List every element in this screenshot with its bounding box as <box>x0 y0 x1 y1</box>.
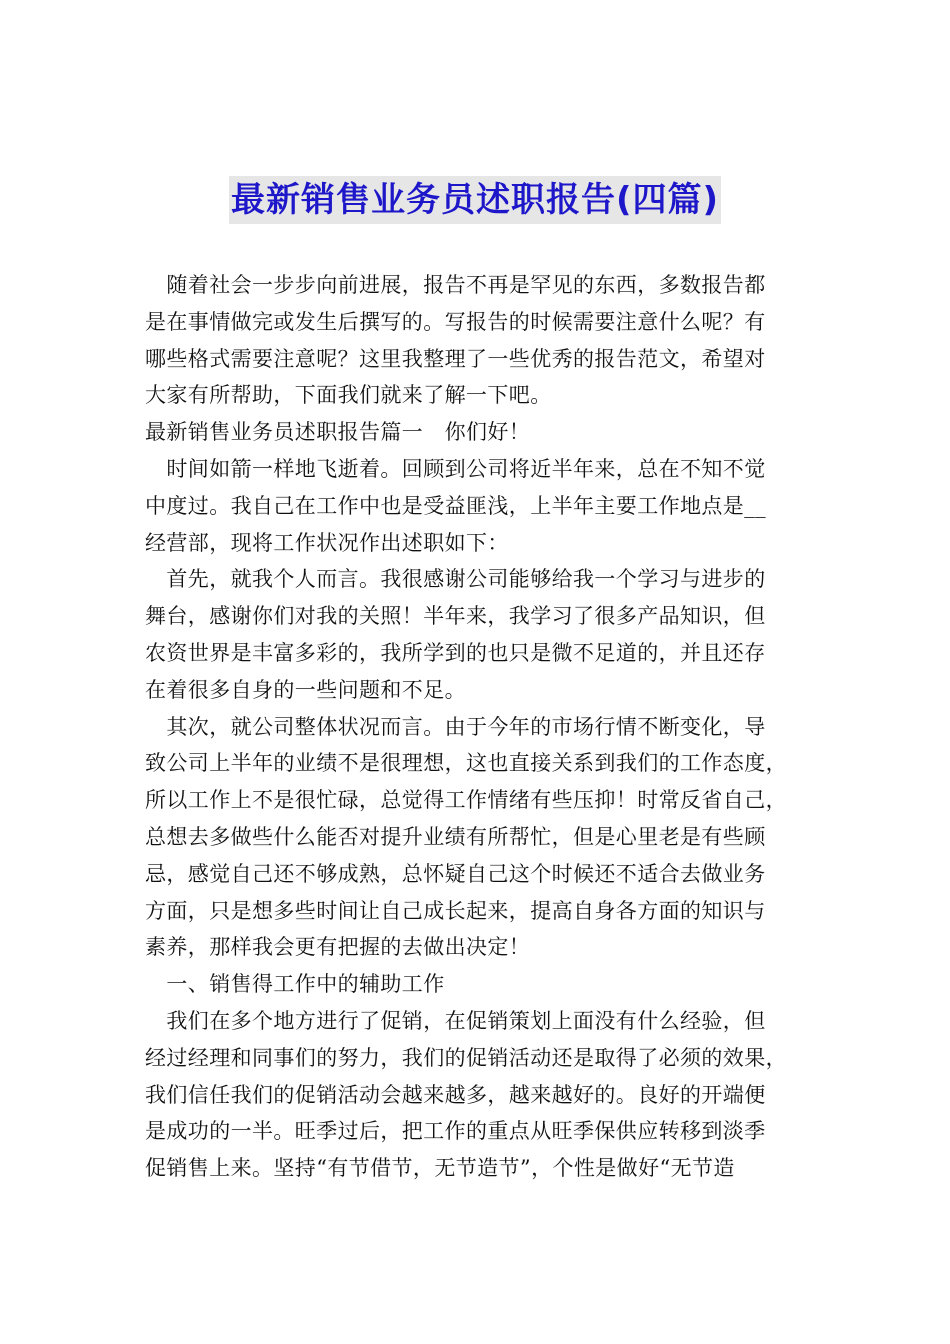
text-line: 哪些格式需要注意呢？这里我整理了一些优秀的报告范文，希望对 <box>145 346 766 371</box>
page-title: 最新销售业务员述职报告(四篇) <box>229 176 721 224</box>
section-heading-line: 最新销售业务员述职报告篇一 你们好！ <box>145 420 531 445</box>
text-line: 我们在多个地方进行了促销，在促销策划上面没有什么经验，但 <box>145 1008 766 1033</box>
text-line: 首先，就我个人而言。我很感谢公司能够给我一个学习与进步的 <box>145 567 766 592</box>
text-line: 方面，只是想多些时间让自己成长起来，提高自身各方面的知识与 <box>145 898 766 923</box>
text-line: 在着很多自身的一些问题和不足。 <box>145 677 466 702</box>
text-line: 农资世界是丰富多彩的，我所学到的也只是微不足道的，并且还存 <box>145 640 766 665</box>
text-line: 舞台，感谢你们对我的关照！半年来，我学习了很多产品知识，但 <box>145 604 766 629</box>
text-line: 是在事情做完或发生后撰写的。写报告的时候需要注意什么呢？有 <box>145 309 766 334</box>
document-body <box>145 267 815 1187</box>
text-line: 素养，那样我会更有把握的去做出决定！ <box>145 935 531 960</box>
text-line: 其次，就公司整体状况而言。由于今年的市场行情不断变化，导 <box>145 714 766 739</box>
text-line: 是成功的一半。旺季过后，把工作的重点从旺季保供应转移到淡季 <box>145 1119 766 1144</box>
text-line: 中度过。我自己在工作中也是受益匪浅，上半年主要工作地点是__ <box>145 493 766 518</box>
title-container <box>0 176 950 224</box>
text-line: 时间如箭一样地飞逝着。回顾到公司将近半年来，总在不知不觉 <box>145 456 766 481</box>
text-line: 忌，感觉自己还不够成熟，总怀疑自己这个时候还不适合去做业务 <box>145 861 766 886</box>
text-line: 我们信任我们的促销活动会越来越多，越来越好的。良好的开端便 <box>145 1082 766 1107</box>
text-line: 经过经理和同事们的努力，我们的促销活动还是取得了必须的效果， <box>145 1045 787 1070</box>
subheading-line: 一、销售得工作中的辅助工作 <box>145 972 445 997</box>
text-line: 总想去多做些什么能否对提升业绩有所帮忙，但是心里老是有些顾 <box>145 824 766 849</box>
text-line: 所以工作上不是很忙碌，总觉得工作情绪有些压抑！时常反省自己， <box>145 788 787 813</box>
text-line: 促销售上来。坚持“有节借节，无节造节”，个性是做好“无节造 <box>145 1156 735 1181</box>
text-line: 随着社会一步步向前进展，报告不再是罕见的东西，多数报告都 <box>145 273 766 297</box>
text-line: 经营部，现将工作状况作出述职如下： <box>145 530 509 555</box>
text-line: 大家有所帮助，下面我们就来了解一下吧。 <box>145 383 552 408</box>
text-line: 致公司上半年的业绩不是很理想，这也直接关系到我们的工作态度， <box>145 751 787 776</box>
